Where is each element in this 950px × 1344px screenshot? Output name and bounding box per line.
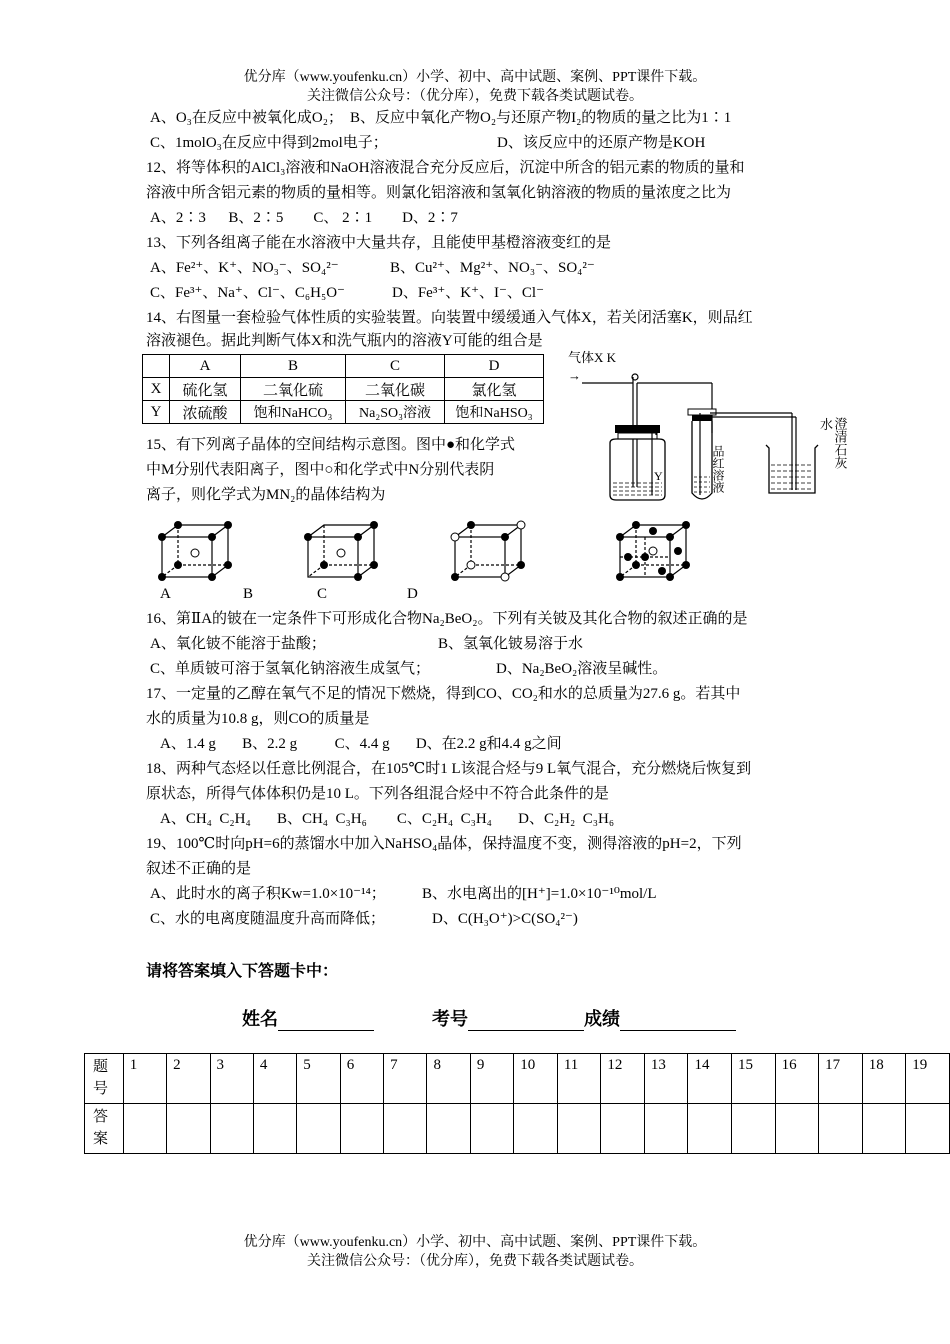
answer-cell[interactable] <box>340 1104 383 1154</box>
q16-option-d: D、Na₂BeO₂溶液呈碱性。 <box>496 661 668 677</box>
question-number-cell: 14 <box>688 1054 732 1104</box>
q12-options: A、2∶3 B、2∶5 C、 2∶1 D、2∶7 <box>150 210 458 226</box>
question-number-cell: 11 <box>557 1054 601 1104</box>
q14-stem-line1: 14、右图量一套检验气体性质的实验装置。向装置中缓缓通入气体X，若关闭活塞K，则品红 <box>146 310 753 326</box>
exam-no-label: 考号 <box>432 1009 468 1029</box>
tube-label: 品红溶液 <box>711 445 725 493</box>
name-blank[interactable] <box>278 1009 374 1031</box>
q14-table-cell: A <box>170 355 241 378</box>
question-number-cell: 4 <box>253 1054 296 1104</box>
name-field[interactable] <box>242 1005 374 1031</box>
q19-option-c: C、水的电离度随温度升高而降低； <box>150 911 386 927</box>
crystal-c-label: C <box>317 586 328 602</box>
q14-table-cell: 浓硫酸 <box>170 401 241 424</box>
q12-stem-line1: 12、将等体积的AlCl₃溶液和NaOH溶液混合充分反应后，沉淀中所含的铝元素的物质的量和 <box>146 160 745 176</box>
q14-table-cell: 二氧化碳 <box>346 378 445 401</box>
question-number-cell: 16 <box>775 1054 819 1104</box>
question-number-cell: 17 <box>819 1054 863 1104</box>
answer-cell[interactable] <box>819 1104 863 1154</box>
q14-table-cell: D <box>445 355 544 378</box>
answer-cell[interactable] <box>906 1104 950 1154</box>
q13-option-c: C、Fe³⁺、Na⁺、Cl⁻、C₆H₅O⁻ <box>150 285 345 301</box>
q13-stem: 13、下列各组离子能在水溶液中大量共存，且能使甲基橙溶液变红的是 <box>146 235 612 251</box>
question-number-cell: 12 <box>601 1054 645 1104</box>
q14-table-header-row <box>143 355 544 378</box>
crystal-b-label: B <box>243 586 254 602</box>
answer-cell[interactable] <box>644 1104 688 1154</box>
q14-table-cell: 二氧化硫 <box>241 378 346 401</box>
answer-cell[interactable] <box>470 1104 513 1154</box>
q19-option-a: A、此时水的离子积Kw=1.0×10⁻¹⁴； <box>150 886 386 902</box>
q11-option-a: A、O₃在反应中被氧化成O₂； <box>150 110 343 126</box>
question-number-cell: 2 <box>167 1054 210 1104</box>
score-blank[interactable] <box>620 1009 736 1031</box>
answer-cell[interactable] <box>862 1104 906 1154</box>
q14-table <box>142 354 544 424</box>
q14-table-cell: Y <box>143 401 170 424</box>
question-number-cell: 19 <box>906 1054 950 1104</box>
answer-cell[interactable] <box>167 1104 210 1154</box>
q13-option-a: A、Fe²⁺、K⁺、NO₃⁻、SO₄²⁻ <box>150 260 339 276</box>
answer-cell[interactable] <box>688 1104 732 1154</box>
q18-options: A、CH₄ C₂H₄ B、CH₄ C₃H₆ C、C₂H₄ C₃H₄ D、C₂H₂ C₃H₆ <box>160 811 615 827</box>
answer-cell[interactable] <box>732 1104 776 1154</box>
q14-table-cell: C <box>346 355 445 378</box>
q14-table-row <box>143 378 544 401</box>
q12-stem-line2: 溶液中所含铝元素的物质的量相等。则氯化铝溶液和氢氧化钠溶液的物质的量浓度之比为 <box>146 185 732 201</box>
q19-option-b: B、水电离出的[H⁺]=1.0×10⁻¹⁰mol/L <box>422 886 657 902</box>
score-label: 成绩 <box>584 1009 620 1029</box>
crystal-c <box>455 525 521 577</box>
answer-cell[interactable] <box>253 1104 296 1154</box>
test-tube <box>688 409 725 499</box>
q16-stem: 16、第ⅡA的铍在一定条件下可形成化合物Na₂BeO₂。下列有关铍及其化合物的叙述正确的是 <box>146 611 748 627</box>
q14-table-cell: 硫化氢 <box>170 378 241 401</box>
q14-apparatus-figure <box>560 345 860 510</box>
q17-stem-line1: 17、一定量的乙醇在氧气不足的情况下燃烧，得到CO、CO₂和水的总质量为27.6 g。若其中 <box>146 686 741 702</box>
crystal-d-label: D <box>407 586 418 602</box>
question-number-cell: 6 <box>340 1054 383 1104</box>
answer-header: 答案 <box>85 1104 124 1154</box>
q16-option-c: C、单质铍可溶于氢氧化钠溶液生成氢气； <box>150 661 431 677</box>
site-header-line1: 优分库（www.youfenku.cn）小学、初中、高中试题、案例、PPT课件下载。 <box>243 70 707 85</box>
question-number-cell: 7 <box>384 1054 427 1104</box>
answer-cell[interactable] <box>123 1104 166 1154</box>
question-number-cell: 3 <box>210 1054 253 1104</box>
answer-cell[interactable] <box>601 1104 645 1154</box>
site-footer-line2: 关注微信公众号：（优分库），免费下载各类试题试卷。 <box>307 1254 643 1269</box>
q16-option-b: B、氢氧化铍易溶于水 <box>438 636 584 652</box>
q14-table-cell: X <box>143 378 170 401</box>
q15-stem-line3: 离子，则化学式为MN₂的晶体结构为 <box>146 487 386 503</box>
answer-card-number-row <box>85 1054 950 1104</box>
q11-option-d: D、该反应中的还原产物是KOH <box>497 135 706 151</box>
answer-cell[interactable] <box>384 1104 427 1154</box>
answer-cell[interactable] <box>297 1104 340 1154</box>
exam-no-field[interactable] <box>432 1005 736 1031</box>
question-number-cell: 18 <box>862 1054 906 1104</box>
q15-stem-line2: 中M分别代表阳离子，图中○和化学式中N分别代表阴 <box>146 462 495 478</box>
question-number-cell: 1 <box>123 1054 166 1104</box>
q16-option-a: A、氧化铍不能溶于盐酸； <box>150 636 326 652</box>
q14-table-cell: 氯化氢 <box>445 378 544 401</box>
q14-stem-line2: 溶液褪色。据此判断气体X和洗气瓶内的溶液Y可能的组合是 <box>146 333 543 349</box>
gas-x-k-label: 气体X K <box>568 350 617 365</box>
q19-stem-line1: 19、100℃时向pH=6的蒸馏水中加入NaHSO₄晶体，保持温度不变，测得溶液的pH=2，下列 <box>146 836 742 852</box>
q14-table-row <box>143 401 544 424</box>
question-number-cell: 8 <box>427 1054 470 1104</box>
answer-card-answer-row <box>85 1104 950 1154</box>
answer-cell[interactable] <box>427 1104 470 1154</box>
beaker <box>766 417 848 493</box>
answer-cell[interactable] <box>557 1104 601 1154</box>
q17-options: A、1.4 g B、2.2 g C、4.4 g D、在2.2 g和4.4 g之间 <box>160 736 562 752</box>
exam-no-blank[interactable] <box>468 1009 584 1031</box>
q15-stem-line1: 15、有下列离子晶体的空间结构示意图。图中●和化学式 <box>146 437 516 453</box>
name-label: 姓名 <box>242 1009 278 1029</box>
q14-table-cell: B <box>241 355 346 378</box>
beaker-label: 澄清石灰 <box>832 417 848 469</box>
q14-table-cell: Na₂SO₃溶液 <box>346 401 445 424</box>
question-number-cell: 9 <box>470 1054 513 1104</box>
q18-stem-line2: 原状态，所得气体体积仍是10 L。下列各组混合烃中不符合此条件的是 <box>146 786 609 802</box>
q15-crystal-figures <box>150 515 710 605</box>
question-number-cell: 5 <box>297 1054 340 1104</box>
q14-table-cell <box>143 355 170 378</box>
q14-table-cell: 饱和NaHCO₃ <box>241 401 346 424</box>
answer-card-table <box>84 1053 950 1154</box>
site-footer-line1: 优分库（www.youfenku.cn）小学、初中、高中试题、案例、PPT课件下载。 <box>243 1235 707 1250</box>
q14-table-cell: 饱和NaHSO₃ <box>445 401 544 424</box>
q18-stem-line1: 18、两种气态烃以任意比例混合，在105℃时1 L该混合烃与9 L氧气混合，充分燃烧后恢复到 <box>146 761 752 777</box>
water-label: 水 <box>820 417 834 432</box>
q11-option-b: B、反应中氧化产物O₂与还原产物I₂的物质的量之比为1∶1 <box>350 110 732 126</box>
question-number-cell: 10 <box>514 1054 558 1104</box>
answer-cell[interactable] <box>514 1104 558 1154</box>
q19-option-d: D、C(H₃O⁺)>C(SO₄²⁻) <box>432 911 578 927</box>
question-number-cell: 13 <box>644 1054 688 1104</box>
question-number-cell: 15 <box>732 1054 776 1104</box>
q13-option-d: D、Fe³⁺、K⁺、I⁻、Cl⁻ <box>392 285 544 301</box>
bottle-y-label: Y <box>654 469 663 483</box>
answer-cell[interactable] <box>210 1104 253 1154</box>
q19-stem-line2: 叙述不正确的是 <box>146 861 252 877</box>
q13-option-b: B、Cu²⁺、Mg²⁺、NO₃⁻、SO₄²⁻ <box>390 260 595 276</box>
q17-stem-line2: 水的质量为10.8 g，则CO的质量是 <box>146 711 370 727</box>
gas-flow-arrow: → <box>568 368 581 383</box>
q11-option-c: C、1molO₃在反应中得到2mol电子； <box>150 135 388 151</box>
crystal-a-label: A <box>160 586 171 602</box>
answer-instruction: 请将答案填入下答题卡中： <box>146 963 339 980</box>
question-number-header: 题号 <box>85 1054 124 1104</box>
answer-cell[interactable] <box>775 1104 819 1154</box>
site-header-line2: 关注微信公众号：（优分库），免费下载各类试题试卷。 <box>307 89 643 104</box>
